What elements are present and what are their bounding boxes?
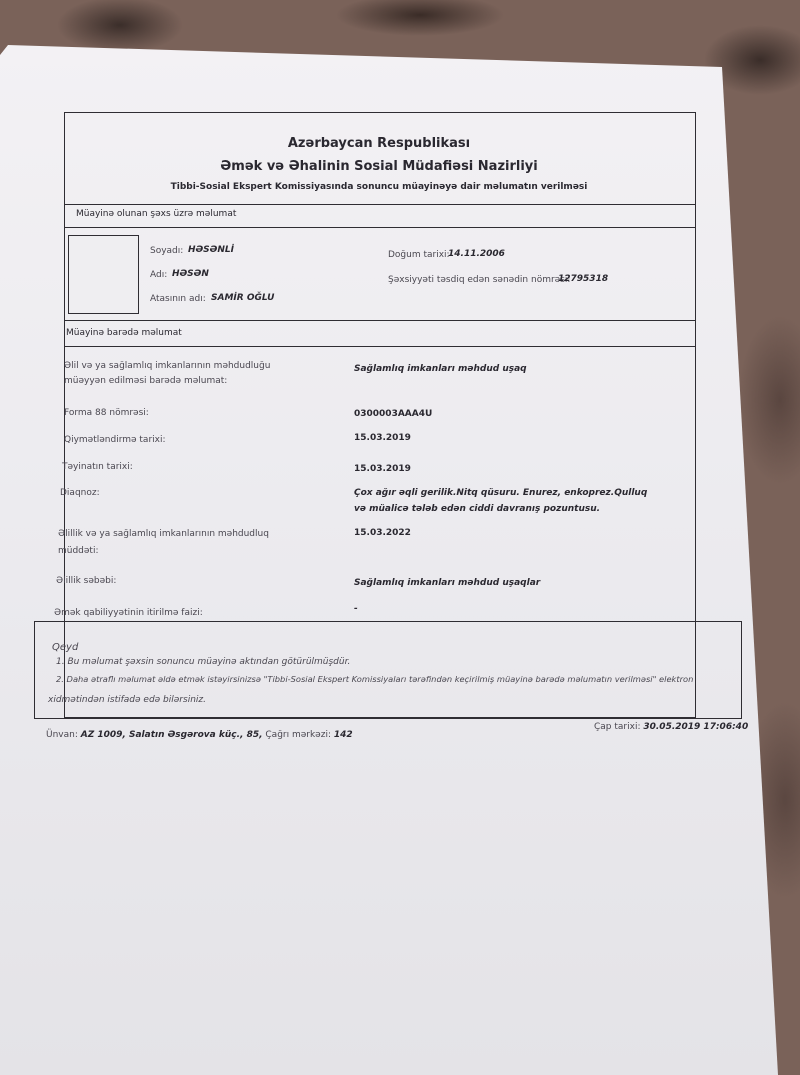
name-value: HƏSƏN [172, 269, 209, 279]
footer-print-date [594, 722, 748, 732]
disability-label-cont: müəyyən edilməsi barədə məlumat: [64, 376, 228, 386]
person-section-title: Müayinə olunan şəxs üzrə məlumat [76, 209, 237, 219]
form88-value: 0300003AAA4U [354, 409, 433, 419]
note-2-cont: xidmətindən istifadə edə bilərsiniz. [48, 695, 206, 705]
eval-date-label: Qiymətləndirmə tarixi: [64, 435, 166, 445]
id-label: Şəxsiyyəti təsdiq edən sənədin nömrəsi: [388, 275, 571, 285]
divider [64, 320, 696, 321]
header-republic: Azərbaycan Respublikası [287, 136, 471, 151]
reason-value: Sağlamlıq imkanları məhdud uşaqlar [354, 578, 541, 588]
appoint-date-label: Təyinatın tarixi: [62, 462, 133, 472]
divider [64, 346, 696, 347]
patronymic-label: Atasının adı: [150, 294, 206, 304]
address-label: Ünvan: [46, 730, 78, 740]
form88-label: Forma 88 nömrəsi: [64, 408, 149, 418]
disability-label: Əlil və ya sağlamlıq imkanlarının məhdudluğu [64, 361, 271, 371]
header-subtitle: Tibbi-Sosial Ekspert Komissiyasında sonuncu müayinəyə dair məlumatın verilməsi [170, 182, 588, 192]
divider [64, 204, 696, 205]
photo-placeholder [68, 235, 139, 314]
call-center-label: Çağrı mərkəzi: [265, 730, 331, 740]
eval-date-value: 15.03.2019 [354, 433, 411, 443]
diagnosis-value-cont: və müalicə tələb edən ciddi davranış pozuntusu. [354, 504, 601, 514]
footer-address [46, 730, 353, 740]
divider [64, 227, 696, 228]
call-center-value: 142 [333, 730, 353, 740]
header-ministry: Əmək və Əhalinin Sosial Müdafiəsi Nazirliyi [220, 159, 538, 174]
diagnosis-label: Diaqnoz: [60, 488, 100, 498]
diagnosis-value: Çox ağır əqli gerilik.Nitq qüsuru. Enurez, enkoprez.Qulluq [354, 488, 648, 498]
appoint-date-value: 15.03.2019 [354, 464, 411, 474]
exam-section-title: Müayinə barədə məlumat [66, 328, 182, 338]
surname-label: Soyadı: [150, 246, 184, 256]
period-label: Əlillik və ya sağlamlıq imkanlarının məhdudluq [58, 529, 269, 539]
work-loss-value: - [354, 604, 358, 614]
name-label: Adı: [150, 270, 168, 280]
note-2: 2. Daha ətraflı məlumat əldə etmək istəyirsinizsə "Tibbi-Sosial Ekspert Komissiyaları tərəfindən keçirilmiş müayinə barədə məlumatın verilməsi" elektron [56, 674, 694, 684]
reason-label: Əlillik səbəbi: [56, 576, 117, 586]
address-value: AZ 1009, Salatın Əsgərova küç., 85, [80, 730, 263, 740]
birth-value: 14.11.2006 [448, 249, 505, 259]
print-date-value: 30.05.2019 17:06:40 [643, 722, 749, 732]
disability-value: Sağlamlıq imkanları məhdud uşaq [354, 364, 527, 374]
id-value: 12795318 [558, 274, 609, 284]
work-loss-label: Əmək qabiliyyətinin itirilmə faizi: [54, 608, 203, 618]
print-date-label: Çap tarixi: [594, 722, 641, 732]
surname-value: HƏSƏNLİ [188, 245, 234, 255]
birth-label: Doğum tarixi: [388, 250, 450, 260]
patronymic-value: SAMİR OĞLU [211, 293, 275, 303]
period-label-cont: müddəti: [58, 546, 99, 556]
note-1: 1. Bu məlumat şəxsin sonuncu müayinə aktından götürülmüşdür. [56, 657, 351, 667]
notes-title: Qeyd [52, 642, 79, 653]
period-value: 15.03.2022 [354, 528, 411, 538]
